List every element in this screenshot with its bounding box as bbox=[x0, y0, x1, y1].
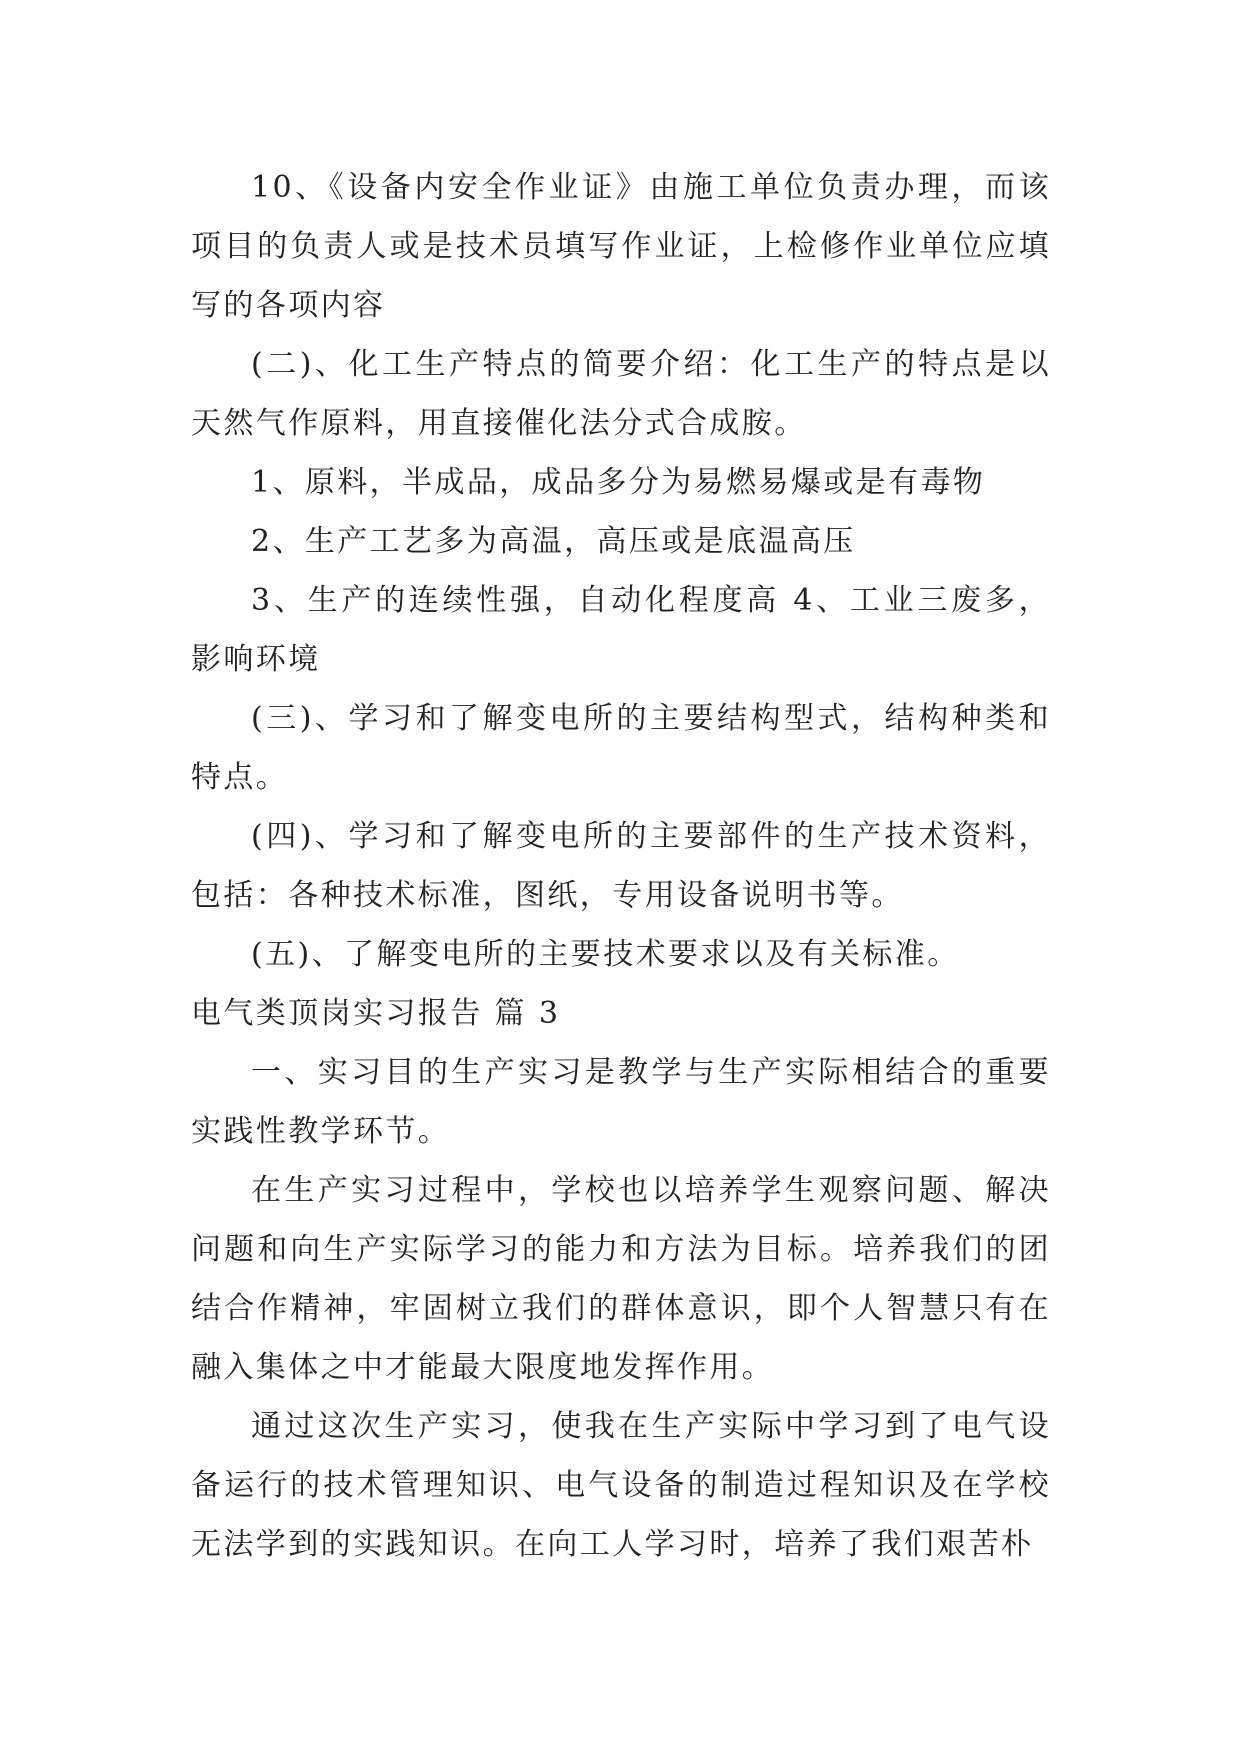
paragraph-point-2: 2、生产工艺多为高温，高压或是底温高压 bbox=[251, 524, 856, 559]
paragraph-learning: 通过这次生产实习，使我在生产实际中学习到了电气设备运行的技术管理知识、电气设备的制造过程知识及在学校无法学到的实践知识。在向工人学习时，培养了我们艰苦朴 bbox=[191, 1409, 1051, 1562]
paragraph-purpose: 一、实习目的生产实习是教学与生产实际相结合的重要实践性教学环节。 bbox=[191, 1055, 1051, 1149]
paragraph-point-1: 1、原料，半成品，成品多分为易燃易爆或是有毒物 bbox=[251, 465, 986, 500]
paragraph-process: 在生产实习过程中，学校也以培养学生观察问题、解决问题和向生产实际学习的能力和方法为目标。培养我们的团结合作精神，牢固树立我们的群体意识，即个人智慧只有在融入集体之中才能最大限度地发挥作用。 bbox=[191, 1173, 1051, 1385]
paragraph-point-3-4: 3、生产的连续性强，自动化程度高 4、工业三废多，影响环境 bbox=[191, 583, 1051, 677]
section-heading: 电气类顶岗实习报告 篇 3 bbox=[191, 996, 561, 1031]
paragraph-section-4: (四)、学习和了解变电所的主要部件的生产技术资料，包括：各种技术标准，图纸，专用设备说明书等。 bbox=[191, 819, 1051, 913]
document-body bbox=[191, 158, 1051, 1574]
paragraph-section-3: (三)、学习和了解变电所的主要结构型式，结构种类和特点。 bbox=[191, 701, 1051, 795]
paragraph-section-5: (五)、了解变电所的主要技术要求以及有关标准。 bbox=[251, 937, 960, 972]
paragraph-section-2: (二)、化工生产特点的简要介绍：化工生产的特点是以天然气作原料，用直接催化法分式合成胺。 bbox=[191, 347, 1051, 441]
paragraph-item-10: 10、《设备内安全作业证》由施工单位负责办理，而该项目的负责人或是技术员填写作业证，上检修作业单位应填写的各项内容 bbox=[191, 170, 1051, 323]
